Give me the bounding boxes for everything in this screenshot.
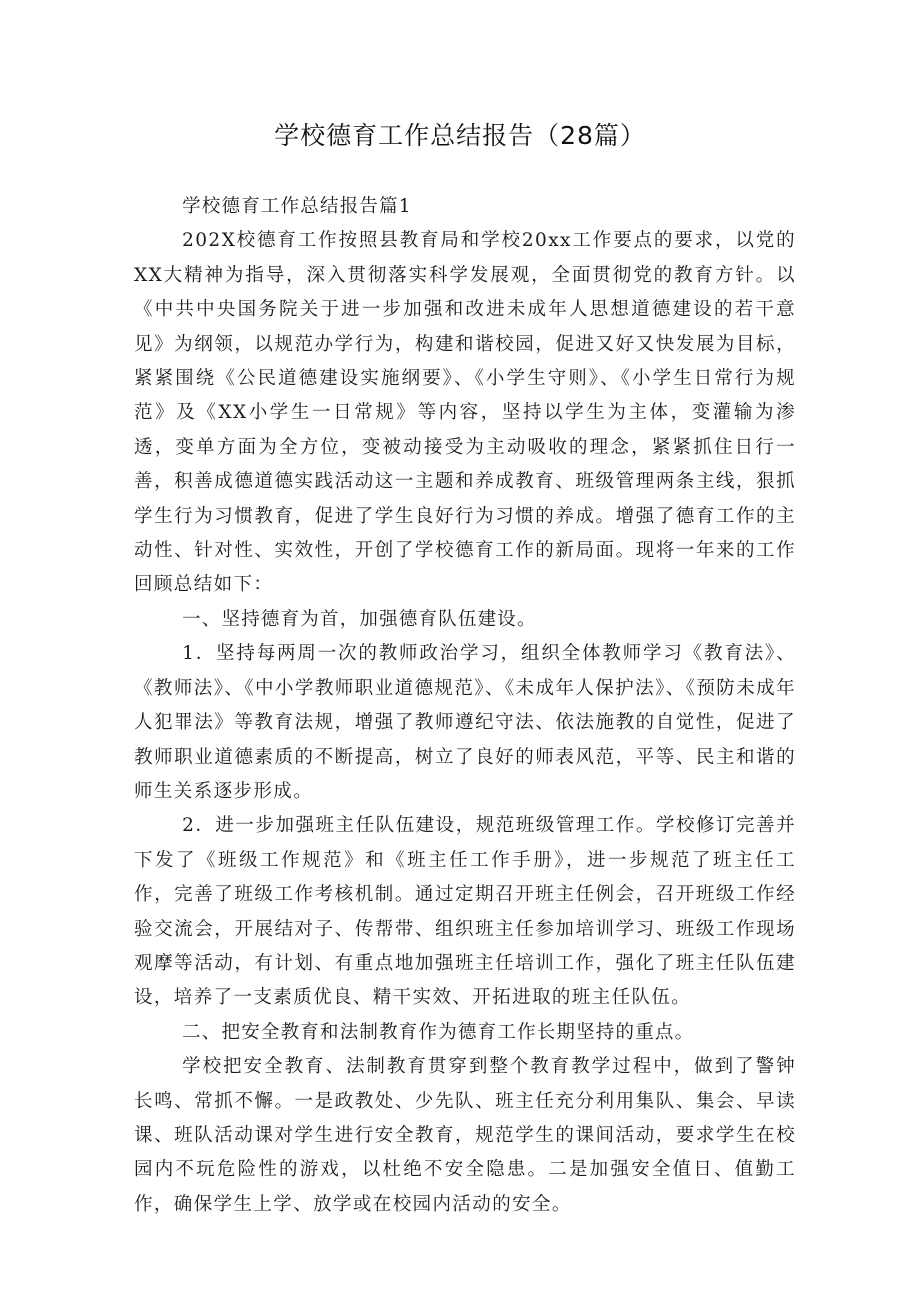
document-body xyxy=(134,190,796,1222)
section-heading: 一、坚持德育为首，加强德育队伍建设。 xyxy=(182,608,537,630)
paragraph-intro: 202X校德育工作按照县教育局和学校20xx工作要点的要求，以党的XX大精神为指导，深入贯彻落实科学发展观，全面贯彻党的教育方针。以《中共中央国务院关于进一步加强和改进未成年人思想道德建设的若干意见》为纲领，以规范办学行为，构建和谐校园，促进又好又快发展为目标，紧紧围绕《公民道德建设实施纲要》、《小学生守则》、《小学生日常行为规范》及《XX小学生一日常规》等内容，坚持以学生为主体，变灌输为渗透，变单方面为全方位，变被动接受为主动吸收的理念，紧紧抓住日行一善，积善成德道德实践活动这一主题和养成教育、班级管理两条主线，狠抓学生行为习惯教育，促进了学生良好行为习惯的养成。增强了德育工作的主动性、针对性、实效性，开创了学校德育工作的新局面。现将一年来的工作回顾总结如下： xyxy=(134,230,796,596)
paragraph-item: 2．进一步加强班主任队伍建设，规范班级管理工作。学校修订完善并下发了《班级工作规范》和《班主任工作手册》，进一步规范了班主任工作，完善了班级工作考核机制。通过定期召开班主任例会，召开班级工作经验交流会，开展结对子、传帮带、组织班主任参加培训学习、班级工作现场观摩等活动，有计划、有重点地加强班主任培训工作，强化了班主任队伍建设，培养了一支素质优良、精干实效、开拓进取的班主任队伍。 xyxy=(134,815,796,1009)
section-heading: 二、把安全教育和法制教育作为德育工作长期坚持的重点。 xyxy=(182,1021,695,1043)
document-title: 学校德育工作总结报告（28篇） xyxy=(274,121,646,150)
section-heading: 学校德育工作总结报告篇1 xyxy=(182,196,412,217)
paragraph-body: 学校把安全教育、法制教育贯穿到整个教育教学过程中，做到了警钟长鸣、常抓不懈。一是政教处、少先队、班主任充分利用集队、集会、早读课、班队活动课对学生进行安全教育，规范学生的课间活动，要求学生在校园内不玩危险性的游戏，以杜绝不安全隐患。二是加强安全值日、值勤工作，确保学生上学、放学或在校园内活动的安全。 xyxy=(134,1056,796,1215)
paragraph-item: 1．坚持每两周一次的教师政治学习，组织全体教师学习《教育法》、《教师法》、《中小学教师职业道德规范》、《未成年人保护法》、《预防未成年人犯罪法》等教育法规，增强了教师遵纪守法、依法施教的自觉性，促进了教师职业道德素质的不断提高，树立了良好的师表风范，平等、民主和谐的师生关系逐步形成。 xyxy=(134,643,796,802)
